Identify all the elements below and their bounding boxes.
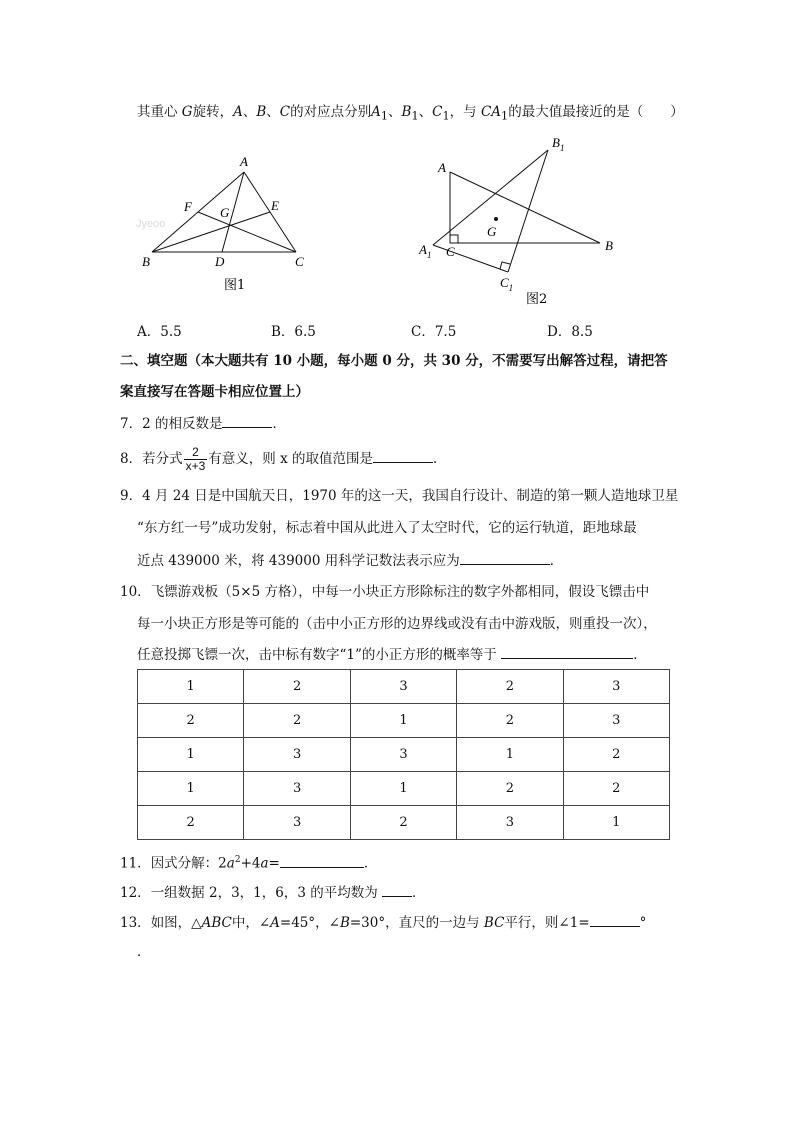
grid-cell: 3 xyxy=(244,772,350,806)
question-12 xyxy=(120,882,426,903)
grid-row xyxy=(138,704,670,738)
grid-cell: 1 xyxy=(350,772,456,806)
question-9-line3 xyxy=(137,550,563,571)
answer-blank[interactable] xyxy=(280,853,364,868)
text: 、 xyxy=(266,104,280,120)
question-text: 飞镖游戏板（5×5 方格），中每一小块正方形除标注的数字外都相同，假设飞镖击中 xyxy=(150,584,650,600)
dartboard-grid xyxy=(137,669,670,840)
grid-cell: 3 xyxy=(457,806,563,840)
label-G: G xyxy=(487,224,497,239)
label-B1: $B_1$ xyxy=(552,135,565,153)
answer-blank[interactable] xyxy=(222,413,272,428)
text: = xyxy=(268,855,280,872)
question-number: 13． xyxy=(120,915,151,931)
text: 旋转， xyxy=(192,104,234,120)
text: ° xyxy=(639,915,647,931)
grid-cell: 1 xyxy=(138,670,244,704)
label-D: D xyxy=(215,254,225,269)
var-CA1: CA xyxy=(480,104,502,120)
label-G: G xyxy=(220,205,230,220)
choice-letter: A． xyxy=(137,324,161,340)
text: 的对应点分别 xyxy=(290,104,372,120)
grid-cell: 2 xyxy=(244,704,350,738)
right-angle-C xyxy=(450,235,458,243)
grid-cell: 2 xyxy=(138,806,244,840)
choice-a[interactable] xyxy=(137,320,182,340)
right-angle-C1 xyxy=(500,262,510,269)
subscript: 1 xyxy=(380,109,389,123)
choice-value: 8.5 xyxy=(571,324,593,340)
choice-b[interactable] xyxy=(271,320,316,340)
grid-cell: 2 xyxy=(563,738,669,772)
text: +4 xyxy=(240,855,261,872)
var-a: a xyxy=(226,855,235,872)
question-9-line2: “东方红一号”成功发射，标志着中国从此进入了太空时代，它的运行轨道，距地球最 xyxy=(137,520,637,536)
subscript: 1 xyxy=(501,109,509,123)
grid-cell: 1 xyxy=(138,772,244,806)
figure-1 xyxy=(130,150,330,310)
question-13 xyxy=(120,912,646,933)
grid-cell: 3 xyxy=(244,738,350,772)
question-number: 10． xyxy=(120,584,151,600)
q6-stem-tail xyxy=(137,102,684,127)
figure-2 xyxy=(410,130,630,310)
subscript: 1 xyxy=(411,109,419,123)
grid-cell: 2 xyxy=(350,806,456,840)
punct: ． xyxy=(272,416,286,432)
text: =30°，直尺的一边与 xyxy=(349,915,484,931)
question-number: 8． xyxy=(120,451,143,467)
grid-cell: 3 xyxy=(350,738,456,772)
text: ，与 xyxy=(449,104,481,120)
side-A1C1 xyxy=(433,245,508,272)
median-CF xyxy=(198,212,296,252)
question-number: 12． xyxy=(120,885,151,901)
question-9 xyxy=(120,486,678,506)
var-A: A xyxy=(270,915,280,931)
grid-row xyxy=(138,738,670,772)
text: 、 xyxy=(418,104,433,120)
grid-cell: 1 xyxy=(563,806,669,840)
label-F: F xyxy=(184,199,192,214)
var-B1: B xyxy=(401,104,412,120)
question-text: 2 的相反数是 xyxy=(142,416,223,432)
punct: ． xyxy=(633,647,647,663)
grid-cell: 2 xyxy=(563,772,669,806)
label-B: B xyxy=(605,238,613,253)
median-BE xyxy=(152,212,270,252)
question-number: 9． xyxy=(120,488,143,504)
answer-blank[interactable] xyxy=(590,912,640,927)
question-10-line3 xyxy=(137,644,647,665)
choice-letter: B． xyxy=(271,324,295,340)
choice-value: 5.5 xyxy=(160,324,182,340)
grid-cell: 2 xyxy=(457,670,563,704)
var-B: B xyxy=(256,104,267,120)
text: 其重心 xyxy=(137,104,182,120)
question-13-line2: ． xyxy=(137,944,151,960)
question-8 xyxy=(120,446,446,473)
question-text: 若分式 xyxy=(142,451,183,467)
section-heading-cont: 案直接写在答题卡相应位置上） xyxy=(120,384,309,400)
choice-letter: D． xyxy=(547,324,572,340)
grid-row xyxy=(138,772,670,806)
fraction xyxy=(184,446,208,473)
grid-row xyxy=(138,806,670,840)
answer-blank[interactable] xyxy=(373,448,433,463)
grid-cell: 1 xyxy=(138,738,244,772)
subscript: 1 xyxy=(442,109,450,123)
grid-cell: 3 xyxy=(244,806,350,840)
punct: ． xyxy=(432,451,447,467)
label-B: B xyxy=(142,254,150,269)
var-a: a xyxy=(260,855,269,872)
label-E: E xyxy=(271,198,279,213)
var-ABC: ABC xyxy=(201,915,232,931)
label-C: C xyxy=(295,254,304,269)
text: 、 xyxy=(388,104,402,120)
grid-cell: 3 xyxy=(563,704,669,738)
question-number: 11． xyxy=(120,855,151,872)
centroid-G xyxy=(494,217,498,221)
var-B: B xyxy=(339,915,350,931)
grid-cell: 3 xyxy=(563,670,669,704)
var-BC: BC xyxy=(483,915,505,931)
label-C1: $C_1$ xyxy=(500,275,514,293)
label-A1: $A_1$ xyxy=(419,242,432,260)
answer-blank[interactable] xyxy=(382,882,412,897)
choice-value: 7.5 xyxy=(434,324,457,340)
answer-blank[interactable] xyxy=(501,644,633,659)
choice-d[interactable] xyxy=(547,320,593,340)
question-text: 近点 439000 米，将 439000 用科学记数法表示应为 xyxy=(137,553,460,569)
denominator: x+3 xyxy=(185,459,206,473)
question-text: 有意义，则 x 的取值范围是 xyxy=(208,451,373,467)
watermark: Jyeoo xyxy=(136,218,166,230)
question-10-line2: 每一小块正方形是等可能的（击中小正方形的边界线或没有击中游戏版，则重投一次）， xyxy=(137,616,657,632)
text: 中，∠ xyxy=(231,915,271,931)
grid-cell: 1 xyxy=(457,738,563,772)
text: 、 xyxy=(242,104,257,120)
question-7 xyxy=(120,413,286,434)
text: 如图，△ xyxy=(150,915,202,931)
choice-c[interactable] xyxy=(411,320,456,340)
question-text: 一组数据 2，3，1，6，3 的平均数为 xyxy=(150,885,383,901)
numerator: 2 xyxy=(184,446,208,460)
caption-fig1: 图1 xyxy=(224,278,246,293)
grid-cell: 2 xyxy=(457,772,563,806)
punct: ． xyxy=(363,855,378,872)
side-B1C1 xyxy=(508,150,548,272)
side-AB xyxy=(450,172,600,243)
answer-blank[interactable] xyxy=(460,550,550,565)
caption-fig2: 图2 xyxy=(526,292,548,307)
question-text: 任意投掷飞镖一次，击中标有数字“1”的小正方形的概率等于 xyxy=(137,647,502,663)
grid-cell: 1 xyxy=(350,704,456,738)
var-G: G xyxy=(181,104,193,120)
question-text: 4 月 24 日是中国航天日，1970 年的这一天，我国自行设计、制造的第一颗人造地球卫星 xyxy=(142,488,679,504)
question-text: 因式分解：2 xyxy=(150,855,227,872)
exponent: 2 xyxy=(234,855,241,865)
grid-row xyxy=(138,670,670,704)
text: =45°，∠ xyxy=(279,915,340,931)
grid-cell: 2 xyxy=(244,670,350,704)
grid-cell: 3 xyxy=(350,670,456,704)
var-C: C xyxy=(279,104,291,120)
var-C1: C xyxy=(432,104,443,120)
question-11 xyxy=(120,850,377,874)
question-number: 7． xyxy=(120,416,143,432)
grid-cell: 2 xyxy=(457,704,563,738)
choice-value: 6.5 xyxy=(294,324,316,340)
grid-cell: 2 xyxy=(138,704,244,738)
var-A1: A xyxy=(371,104,381,120)
punct: ． xyxy=(549,553,564,569)
text: 的最大值最接近的是（ ） xyxy=(508,104,684,120)
question-10 xyxy=(120,582,649,602)
var-A: A xyxy=(233,104,243,120)
label-C: C xyxy=(446,244,455,259)
label-A: A xyxy=(438,160,446,175)
choice-letter: C． xyxy=(411,324,435,340)
label-A: A xyxy=(240,154,248,169)
text: 平行，则∠1= xyxy=(504,915,590,931)
section-heading: 二、填空题（本大题共有 10 小题，每小题 0 分，共 30 分，不需要写出解答过程，请把答 xyxy=(120,353,668,369)
punct: ． xyxy=(412,885,426,901)
